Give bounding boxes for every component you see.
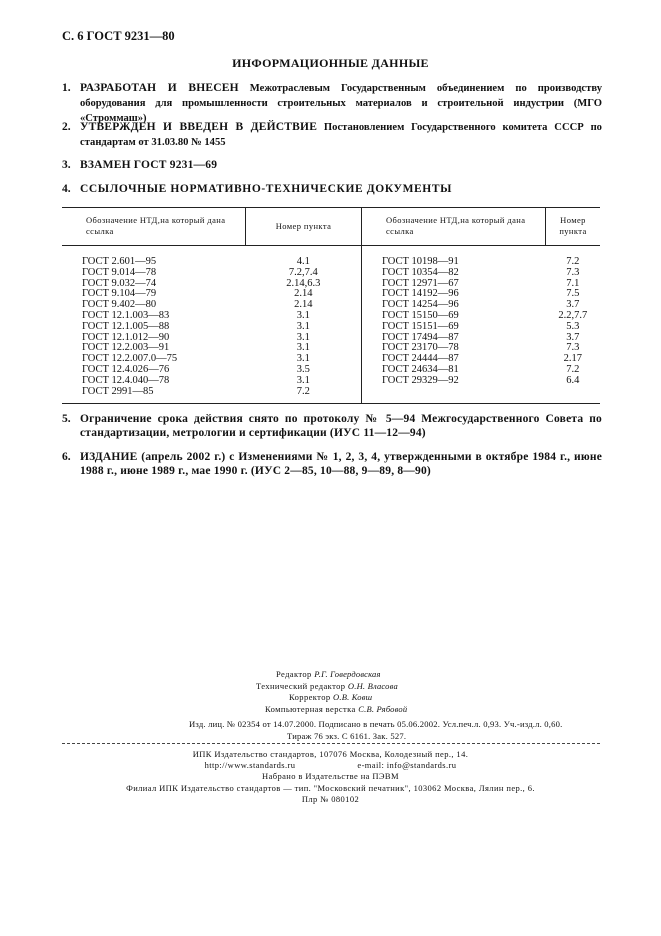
info-item-4 [62, 182, 602, 196]
clause-cell: 3.1 [296, 331, 310, 343]
clause-cell: 7.2,7.4 [288, 266, 318, 278]
doc-cell: ГОСТ 9.014—78 [82, 266, 157, 278]
editorial-staff [0, 669, 661, 715]
clause-cell: 7.2 [566, 256, 580, 267]
header-clause-left: Номер пункта [246, 208, 362, 246]
clause-cell: 2.17 [563, 353, 582, 365]
doc-cell: ГОСТ 23170—78 [362, 343, 546, 354]
item-lead: Ограничение срока действия снято по протоколу № 5—94 Межгосударственного Совета по стандартизации, метрологии и сертификации (ИУС 11—12—94) [80, 413, 602, 439]
publisher-line: ИПК Издательство стандартов, 107076 Москва, Колодезный пер., 14. [192, 749, 469, 759]
staff-role: Компьютерная верстка [265, 703, 356, 714]
clause-cell: 7.2 [566, 363, 580, 375]
doc-cell: ГОСТ 12.2.007.0—75 [82, 353, 178, 365]
item-text: Постановлением Государственного комитета СССР по стандартам от 31.03.80 № 1455 [80, 122, 602, 148]
clause-cell: 3.1 [296, 309, 310, 321]
doc-cell: ГОСТ 24634—81 [362, 365, 546, 376]
staff-role: Технический редактор [256, 680, 346, 691]
publisher-website: http://www.standards.ru [204, 760, 296, 771]
staff-line [265, 704, 661, 716]
doc-cell: ГОСТ 2991—85 [62, 387, 246, 404]
publisher-contacts [0, 760, 661, 771]
clause-cell: 7.5 [566, 288, 580, 300]
doc-cell: ГОСТ 12.4.040—78 [82, 374, 170, 386]
page-header: С. 6 ГОСТ 9231—80 [62, 29, 175, 43]
header-clause-right: Номер пункта [546, 208, 601, 246]
doc-cell: ГОСТ 24444—87 [362, 354, 546, 365]
staff-name: О.Н. Власова [347, 680, 398, 691]
doc-cell: ГОСТ 12.2.003—91 [82, 342, 170, 354]
clause-cell: 3.1 [296, 374, 310, 386]
doc-cell: ГОСТ 15150—69 [362, 311, 546, 322]
publisher-email: e-mail: info@standards.ru [357, 760, 457, 771]
clause-cell: 7.3 [566, 342, 580, 354]
staff-name: Р.Г. Говердовская [314, 669, 381, 679]
doc-cell: ГОСТ 2.601—95 [82, 256, 157, 267]
clause-cell: 3.1 [296, 353, 310, 365]
header-doc-right: Обозначение НТД,на который дана ссылка [362, 208, 546, 246]
doc-cell: ГОСТ 10354—82 [362, 268, 546, 279]
clause-cell: 6.4 [566, 374, 580, 386]
doc-cell: ГОСТ 9.032—74 [82, 277, 157, 289]
doc-cell: ГОСТ 9.402—80 [82, 299, 157, 311]
reference-table [62, 207, 600, 404]
table-header-row [62, 208, 600, 246]
table-row [62, 322, 600, 333]
item-number: 4. [62, 183, 71, 195]
clause-cell: 7.1 [566, 277, 580, 289]
staff-name: С.В. Рябовой [358, 703, 408, 714]
doc-cell: ГОСТ 9.104—79 [82, 288, 157, 300]
clause-cell: 3.7 [566, 299, 580, 311]
clause-cell: 3.7 [566, 331, 580, 343]
clause-cell: 3.5 [296, 363, 310, 375]
print-info-line: Тираж 76 экз. С 6161. Зак. 527. [287, 731, 407, 741]
table-row [62, 246, 600, 268]
info-item-5 [62, 412, 602, 440]
doc-cell: ГОСТ 14192—96 [362, 289, 546, 300]
item-number: 6. [62, 451, 71, 463]
info-item-3 [62, 158, 602, 172]
doc-cell: ГОСТ 10198—91 [362, 246, 546, 268]
publisher-line: Филиал ИПК Издательство стандартов — тип. "Московский печатник", 103062 Москва, Лялин пер., 6. [126, 782, 535, 793]
item-number: 3. [62, 159, 71, 171]
print-info [0, 718, 661, 742]
item-number: 5. [62, 413, 71, 425]
clause-cell: 3.1 [296, 320, 310, 332]
divider [62, 743, 600, 744]
clause-cell: 2.14,6.3 [286, 277, 321, 289]
doc-cell: ГОСТ 29329—92 [362, 376, 546, 387]
clause-cell: 7.3 [566, 266, 580, 278]
item-lead: УТВЕРЖДЕН И ВВЕДЕН В ДЕЙСТВИЕ [80, 121, 318, 133]
item-lead: ВЗАМЕН ГОСТ 9231—69 [80, 159, 218, 171]
staff-role: Редактор [276, 669, 312, 679]
clause-cell: 2.14 [294, 288, 313, 300]
section-title: ИНФОРМАЦИОННЫЕ ДАННЫЕ [232, 56, 429, 70]
doc-cell [362, 387, 546, 404]
item-lead: ССЫЛОЧНЫЕ НОРМАТИВНО-ТЕХНИЧЕСКИЕ ДОКУМЕНТЫ [80, 183, 453, 195]
doc-cell: ГОСТ 15151—69 [362, 322, 546, 333]
table-row [62, 387, 600, 404]
item-text: Межотраслевым Государственным объединением по производству оборудования для промышленности строительных материалов и строительной индустрии (МГО «Строммаш») [80, 83, 602, 124]
table-row [62, 268, 600, 279]
clause-cell: 2.14 [294, 299, 313, 311]
clause-cell: 5.3 [566, 320, 580, 332]
doc-cell: ГОСТ 12.1.005—88 [82, 320, 170, 332]
info-item-2 [62, 120, 602, 150]
doc-cell: ГОСТ 12971—67 [362, 279, 546, 290]
staff-role: Корректор [289, 692, 331, 702]
publisher-line: Плр № 080102 [301, 793, 360, 804]
header-doc-left: Обозначение НТД,на который дана ссылка [62, 208, 246, 246]
print-info-line: Изд. лиц. № 02354 от 14.07.2000. Подписано в печать 05.06.2002. Усл.печ.л. 0,93. Уч.-изд.л. 0,60. [189, 719, 563, 729]
publisher-line: Набрано в Издательстве на ПЭВМ [262, 771, 399, 782]
item-lead: ИЗДАНИЕ (апрель 2002 г.) с Изменениями № 1, 2, 3, 4, утвержденными в октябре 1984 г., июне 1988 г., июне 1989 г., мае 1990 г. (ИУС 2—85, 10—88, 9—89, 8—90) [80, 451, 602, 477]
clause-cell: 2.2,7.7 [558, 309, 588, 321]
doc-cell: ГОСТ 12.1.012—90 [82, 331, 170, 343]
publisher-info [0, 749, 661, 805]
doc-cell: ГОСТ 12.1.003—83 [82, 309, 170, 321]
table-row [62, 376, 600, 387]
info-item-6 [62, 450, 602, 478]
staff-line [289, 692, 661, 704]
doc-cell: ГОСТ 14254—96 [362, 300, 546, 311]
doc-cell: ГОСТ 17494—87 [362, 333, 546, 344]
clause-cell: 4.1 [296, 256, 310, 267]
item-lead: РАЗРАБОТАН И ВНЕСЕН [80, 82, 239, 94]
clause-cell [546, 387, 601, 404]
clause-cell: 7.2 [246, 387, 362, 404]
clause-cell: 3.1 [296, 342, 310, 354]
doc-cell: ГОСТ 12.4.026—76 [82, 363, 170, 375]
staff-line [276, 669, 661, 681]
item-number: 1. [62, 82, 71, 94]
staff-line [256, 681, 661, 693]
staff-name: О.В. Ковш [333, 692, 373, 702]
item-number: 2. [62, 121, 71, 133]
